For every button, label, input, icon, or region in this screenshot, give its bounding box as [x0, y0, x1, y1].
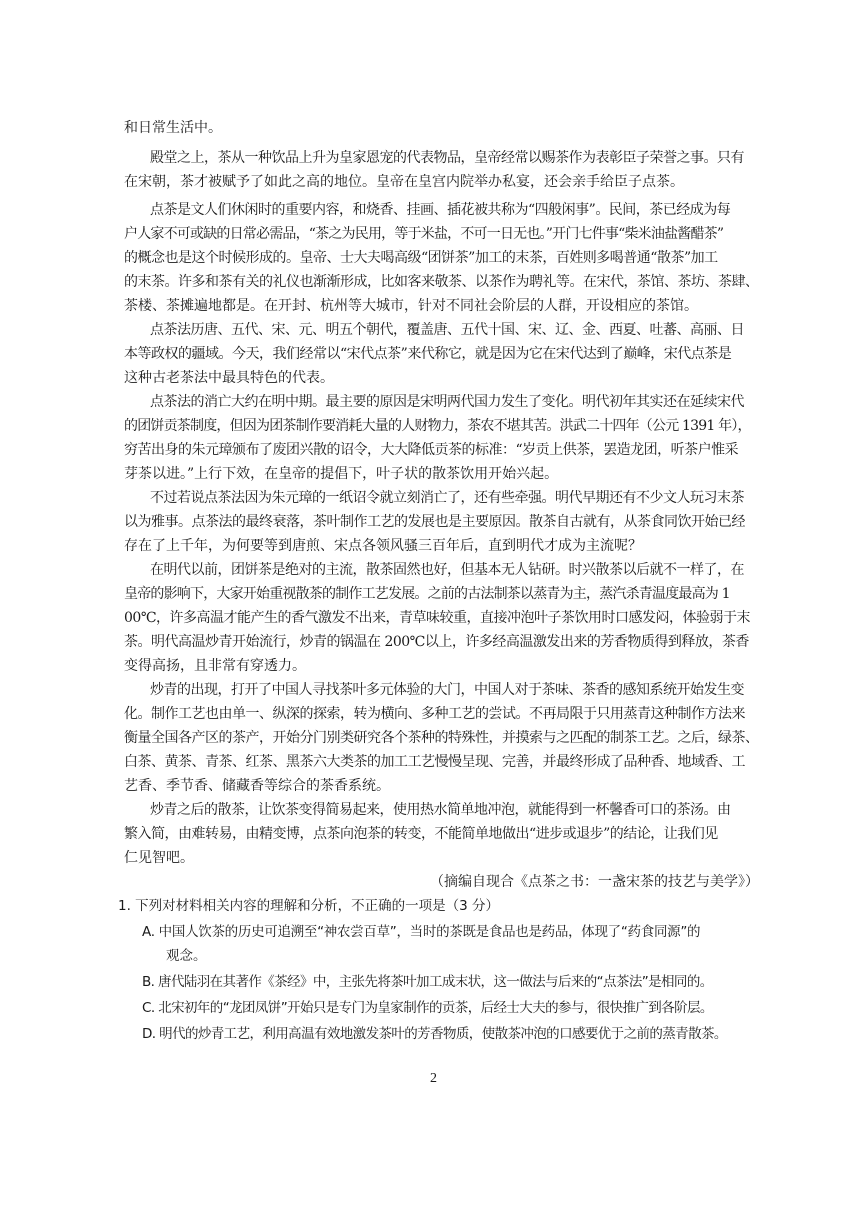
passage-line: 茶楼、茶摊遍地都是。在开封、杭州等大城市，针对不同社会阶层的人群，开设相应的茶馆。: [124, 298, 698, 314]
passage-line: 殿堂之上，茶从一种饮品上升为皇家恩宠的代表物品，皇帝经常以赐茶作为表彰臣子荣誉之事。只有: [150, 150, 744, 166]
passage-source: （摘编自现合《点茶之书：一盏宋茶的技艺与美学》）: [430, 874, 759, 890]
option-c[interactable]: C. 北宋初年的“龙团凤饼”开始只是专门为皇家制作的贡茶，后经士大夫的参与，很快推广到各阶层。: [142, 1000, 713, 1016]
passage-line: 穷苦出身的朱元璋颁布了废团兴散的诏令，大大降低贡茶的标准：“岁贡上供茶，罢造龙团，听茶户惟采: [124, 442, 739, 458]
passage-line: 仁见智吧。: [124, 850, 194, 866]
passage-line: 不过若说点茶法因为朱元璋的一纸诏令就立刻消亡了，还有些牵强。明代早期还有不少文人玩习末茶: [150, 490, 744, 506]
passage-line: 点茶是文人们休闲时的重要内容，和烧香、挂画、插花被共称为“四般闲事”。民间，茶已经成为每: [150, 202, 731, 218]
passage-line: 和日常生活中。: [124, 120, 222, 136]
passage-line: 茶。明代高温炒青开始流行，炒青的锅温在 200℃以上，许多经高温激发出来的芳香物质得到释放，茶香: [124, 634, 749, 650]
passage-line: 艺香、季节香、储藏香等综合的茶香系统。: [124, 778, 390, 794]
option-d[interactable]: D. 明代的炒青工艺，利用高温有效地激发茶叶的芳香物质，使散茶冲泡的口感要优于之前的蒸青散茶。: [142, 1026, 727, 1042]
passage-line: 点茶法历唐、五代、宋、元、明五个朝代，覆盖唐、五代十国、宋、辽、金、西夏、吐蕃、高丽、日: [150, 322, 744, 338]
passage-line: 存在了上千年，为何要等到唐煎、宋点各领风骚三百年后，直到明代才成为主流呢？: [124, 538, 642, 554]
passage-line: 本等政权的疆域。今天，我们经常以“宋代点茶”来代称它，就是因为它在宋代达到了巅峰，宋代点茶是: [124, 346, 732, 362]
passage-line: 在宋朝，茶才被赋予了如此之高的地位。皇帝在皇宫内院举办私宴，还会亲手给臣子点茶。: [124, 174, 684, 190]
passage-line: 炒青的出现，打开了中国人寻找茶叶多元体验的大门，中国人对于茶味、茶香的感知系统开始发生变: [150, 682, 744, 698]
question-stem: 1. 下列对材料相关内容的理解和分析，不正确的一项是（3 分）: [118, 898, 500, 914]
option-a[interactable]: A. 中国人饮茶的历史可追溯至“神农尝百草”，当时的茶既是食品也是药品，体现了“药食同源”的: [142, 924, 701, 940]
passage-line: 这种古老茶法中最具特色的代表。: [124, 370, 334, 386]
passage-line: 变得高扬，且非常有穿透力。: [124, 658, 306, 674]
passage-line: 00℃，许多高温才能产生的香气激发不出来，青草味较重，直接冲泡叶子茶饮用时口感发闷，体验弱于末: [124, 610, 750, 626]
passage-line: 户人家不可或缺的日常必需品，“茶之为民用，等于米盐，不可一日无也。”开门七件事“柴米油盐酱醋茶”: [124, 226, 724, 242]
passage-line: 的概念也是这个时候形成的。皇帝、士大夫喝高级“团饼茶”加工的末茶，百姓则多喝普通“散茶”加工: [124, 250, 718, 266]
passage-line: 的末茶。许多和茶有关的礼仪也渐渐形成，比如客来敬茶、以茶作为聘礼等。在宋代，茶馆、茶坊、茶肆、: [124, 274, 759, 290]
passage-line: 在明代以前，团饼茶是绝对的主流，散茶固然也好，但基本无人钻研。时兴散茶以后就不一样了，在: [150, 562, 744, 578]
passage-line: 衡量全国各产区的茶产，开始分门别类研究各个茶种的特殊性，并摸索与之匹配的制茶工艺。之后，绿茶、: [124, 730, 759, 746]
passage-line: 炒青之后的散茶，让饮茶变得简易起来，使用热水简单地冲泡，就能得到一杯馨香可口的茶汤。由: [150, 802, 731, 818]
option-b[interactable]: B. 唐代陆羽在其著作《茶经》中，主张先将茶叶加工成末状，这一做法与后来的“点茶法”是相同的。: [142, 974, 713, 990]
passage-line: 繁入简，由难转易，由精变博，点茶向泡茶的转变，不能简单地做出“进步或退步”的结论，让我们见: [124, 826, 718, 842]
passage-line: 化。制作工艺也由单一、纵深的探索，转为横向、多种工艺的尝试。不再局限于只用蒸青这种制作方法来: [124, 706, 745, 722]
passage-line: 的团饼贡茶制度，但因为团茶制作要消耗大量的人财物力，茶农不堪其苦。洪武二十四年（公元 1391 年），: [124, 418, 751, 434]
passage-line: 芽茶以进。”上行下效，在皇帝的提倡下，叶子状的散茶饮用开始兴起。: [124, 466, 559, 482]
page-number: 2: [430, 1071, 437, 1086]
option-a-continued: 观念。: [166, 948, 207, 964]
passage-line: 白茶、黄茶、青茶、红茶、黑茶六大类茶的加工工艺慢慢呈现、完善，并最终形成了品种香、地域香、工: [124, 754, 745, 770]
passage-line: 以为雅事。点茶法的最终衰落，茶叶制作工艺的发展也是主要原因。散茶自古就有，从茶食同饮开始已经: [124, 514, 745, 530]
passage-line: 皇帝的影响下，大家开始重视散茶的制作工艺发展。之前的古法制茶以蒸青为主，蒸汽杀青温度最高为 1: [124, 586, 730, 602]
passage-line: 点茶法的消亡大约在明中期。最主要的原因是宋明两代国力发生了变化。明代初年其实还在延续宋代: [150, 394, 744, 410]
